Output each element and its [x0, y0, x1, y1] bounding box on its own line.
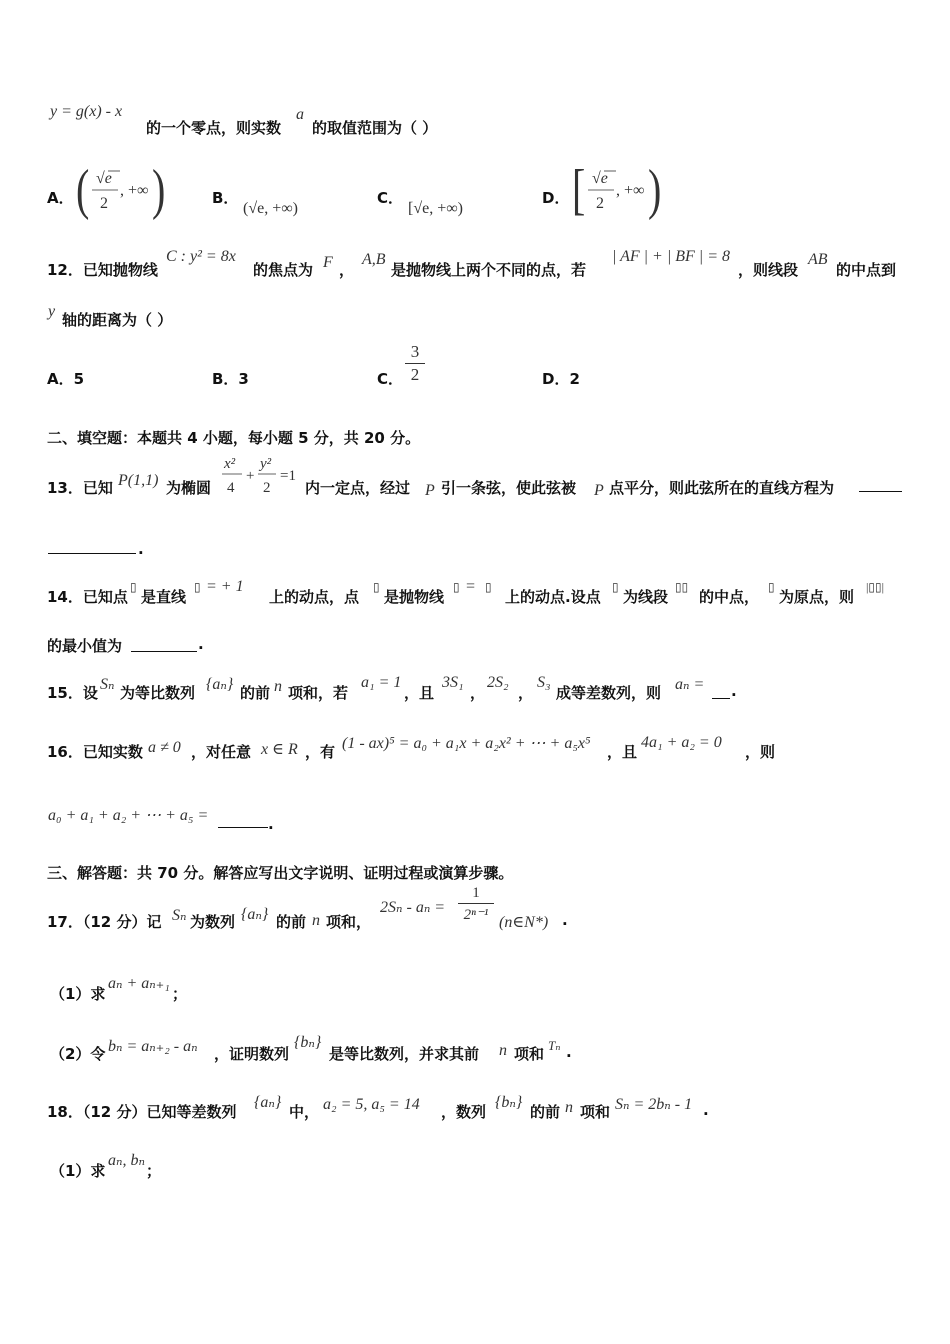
- q14-abs-icon: |▯▯|: [866, 580, 885, 594]
- q14-end: .: [198, 635, 204, 653]
- q16-cond: 4a₁ + a₂ = 0: [641, 734, 722, 751]
- q11-opt-a-lparen: (: [76, 157, 90, 221]
- q14-num: 14．已知点: [47, 588, 128, 606]
- q15-end: .: [731, 682, 737, 700]
- svg-text:√e: √e: [96, 170, 112, 187]
- q11-opt-a-label: A．: [47, 189, 74, 207]
- q12-num: 12．已知抛物线: [47, 261, 158, 279]
- q15-s2: 2S₂: [487, 674, 509, 691]
- q18-p1-label: （1）求: [50, 1162, 106, 1180]
- q12-F: F: [323, 254, 333, 271]
- q18-p1-expr: aₙ, bₙ: [108, 1152, 145, 1169]
- q13-answer-blank-1[interactable]: [859, 490, 902, 492]
- svg-text:+: +: [246, 468, 255, 484]
- q13-ellipse-formula: [218, 452, 304, 502]
- q17-p2-t2: 是等比数列，并求其前: [329, 1045, 480, 1063]
- q18-Sn: Sₙ = 2bₙ - 1: [615, 1096, 693, 1113]
- q11-opt-d-formula: [584, 163, 654, 219]
- section-2-heading: 二、填空题：本题共 4 小题，每小题 5 分，共 20 分。: [47, 429, 421, 447]
- q15-an: {aₙ}: [206, 676, 234, 693]
- q12-t5: 轴的距离为（ ）: [62, 311, 173, 329]
- q17-eq-right: (n∈N*): [499, 914, 549, 931]
- q17-num: 17．（12 分）记: [47, 913, 162, 931]
- q15-answer-blank[interactable]: [712, 697, 730, 699]
- svg-text:2: 2: [100, 195, 108, 212]
- q12-comma: ，: [339, 261, 355, 279]
- q15-t1: 为等比数列: [120, 684, 196, 702]
- q18-p1-end: ；: [146, 1162, 162, 1180]
- q12-t2: 是抛物线上两个不同的点，若: [391, 261, 587, 279]
- q17-p2-expr: bₙ = aₙ₊₂ - aₙ: [108, 1038, 198, 1055]
- q13-num: 13．已知: [47, 479, 113, 497]
- q12-opt-c-frac: [405, 342, 425, 385]
- q14-t5: 为线段: [623, 588, 669, 606]
- q17-p2-t3: 项和: [514, 1045, 545, 1063]
- q17-p1-expr: aₙ + aₙ₊₁: [108, 975, 170, 992]
- q18-vals: a₂ = 5, a₅ = 14: [323, 1096, 420, 1113]
- q14-t2: 上的动点，点: [269, 588, 360, 606]
- q11-opt-d-lbracket: [: [572, 157, 586, 221]
- q17-p1-label: （1）求: [50, 985, 106, 1003]
- svg-text:y²: y²: [260, 456, 272, 472]
- q12-curve: C : y² = 8x: [166, 248, 236, 265]
- q16-end: .: [268, 815, 274, 833]
- q15-comma: ，: [470, 684, 486, 702]
- q15-a1: a₁ = 1: [361, 674, 402, 691]
- q12-cond: | AF | + | BF | = 8: [612, 248, 730, 265]
- q11-opt-b-val: (√e, +∞): [243, 200, 298, 217]
- q12-opt-c-num: 3: [410, 342, 420, 361]
- q15-t3: 项和，若: [288, 684, 349, 702]
- q12-opt-c-den: 2: [410, 365, 420, 384]
- q14-box-icon: ▯: [130, 580, 137, 594]
- q18-t4: 项和: [580, 1103, 611, 1121]
- svg-text:2: 2: [596, 195, 604, 212]
- q17-p2-Tn: Tₙ: [548, 1038, 561, 1053]
- q16-num: 16．已知实数: [47, 743, 143, 761]
- q12-seg: AB: [808, 251, 828, 268]
- q11-expr: y = g(x) - x: [50, 103, 123, 120]
- q16-x: x ∈ R: [261, 741, 298, 758]
- q12-t1: 的焦点为: [253, 261, 314, 279]
- q18-t3: 的前: [530, 1103, 561, 1121]
- q16-t2: ，有: [305, 743, 336, 761]
- q14-t8: 的最小值为: [47, 637, 123, 655]
- svg-text:4: 4: [227, 480, 235, 496]
- q18-an: {aₙ}: [254, 1094, 282, 1111]
- q11-var: a: [296, 106, 304, 123]
- q13-end: .: [138, 540, 144, 558]
- q14-box-icon: ▯: [194, 580, 201, 594]
- q14-box-icon: ▯: [453, 580, 460, 594]
- q13-t1: 为椭圆: [166, 479, 212, 497]
- q11-opt-a-formula: [88, 163, 158, 219]
- q15-t4: ，且: [404, 684, 435, 702]
- q17-p2-t1: ，证明数列: [214, 1045, 290, 1063]
- q17-eq-left: 2Sₙ - aₙ =: [380, 899, 446, 916]
- q18-n: n: [565, 1099, 573, 1116]
- q17-p2-n: n: [499, 1042, 507, 1059]
- q15-t5: 成等差数列，则: [556, 684, 662, 702]
- q14-box-icon: ▯▯: [675, 580, 689, 594]
- q11-opt-d-label: D．: [542, 189, 570, 207]
- svg-text:2: 2: [263, 480, 271, 496]
- q15-comma: ，: [518, 684, 534, 702]
- q17-t3: 项和，: [326, 913, 372, 931]
- svg-text:√e: √e: [592, 170, 608, 187]
- q17-Sn: Sₙ: [172, 907, 187, 924]
- q17-t2: 的前: [276, 913, 307, 931]
- q13-P3: P: [594, 482, 604, 499]
- q16-t4: ，则: [745, 743, 776, 761]
- q15-n: n: [274, 678, 282, 695]
- q11-opt-b-label: B．: [212, 189, 239, 207]
- q14-t4: 上的动点.设点: [505, 588, 601, 606]
- q11-text-a: 的一个零点，则实数: [146, 119, 282, 137]
- q11-opt-d-rparen: ): [648, 157, 662, 221]
- q17-end: .: [562, 911, 568, 929]
- q17-n: n: [312, 912, 320, 929]
- svg-text:, +∞: , +∞: [616, 182, 645, 199]
- q11-opt-c-label: C．: [377, 189, 404, 207]
- q16-answer-blank[interactable]: [218, 826, 268, 828]
- q18-bn: {bₙ}: [495, 1094, 523, 1111]
- q12-opt-c-label: C．: [377, 370, 404, 388]
- q17-p1-end: ；: [172, 985, 188, 1003]
- q17-p2-end: .: [566, 1043, 572, 1061]
- q17-p2-label: （2）令: [50, 1045, 106, 1063]
- q18-num: 18．（12 分）已知等差数列: [47, 1103, 237, 1121]
- q14-t1: 是直线: [141, 588, 187, 606]
- q12-AB: A,B: [362, 251, 386, 268]
- q18-end: .: [703, 1101, 709, 1119]
- q11-text-b: 的取值范围为（ ）: [312, 119, 438, 137]
- q14-line-eq: = + 1: [206, 578, 244, 595]
- q12-y: y: [48, 303, 56, 320]
- q16-a: a ≠ 0: [148, 739, 181, 756]
- q11-opt-a-rparen: ): [152, 157, 166, 221]
- q13-answer-blank-2[interactable]: [48, 552, 136, 554]
- q12-t4: 的中点到: [836, 261, 897, 279]
- q15-num: 15．设: [47, 684, 98, 702]
- q14-box-icon: ▯: [768, 580, 775, 594]
- q17-eq-frac: [458, 885, 494, 924]
- svg-text:=1: =1: [280, 468, 296, 484]
- q15-t2: 的前: [240, 684, 271, 702]
- q15-s3: S₃: [537, 674, 551, 691]
- svg-text:x²: x²: [224, 456, 236, 472]
- svg-text:, +∞: , +∞: [120, 182, 149, 199]
- q15-s1: 3S₁: [442, 674, 464, 691]
- q16-expand: (1 - ax)⁵ = a₀ + a₁x + a₂x² + ⋯ + a₅x⁵: [342, 735, 591, 752]
- q16-sum: a₀ + a₁ + a₂ + ⋯ + a₅ =: [48, 807, 209, 824]
- q13-t4: 点平分，则此弦所在的直线方程为: [609, 479, 835, 497]
- q17-p2-bn: {bₙ}: [294, 1034, 322, 1051]
- q12-opt-d: D．2: [542, 370, 580, 388]
- q14-answer-blank[interactable]: [131, 650, 197, 652]
- q13-P2: P: [425, 482, 435, 499]
- q14-t3: 是抛物线: [384, 588, 445, 606]
- q15-Sn: Sₙ: [100, 676, 115, 693]
- q17-t1: 为数列: [190, 913, 236, 931]
- q13-t3: 引一条弦，使此弦被: [441, 479, 577, 497]
- section-3-heading: 三、解答题：共 70 分。解答应写出文字说明、证明过程或演算步骤。: [47, 864, 514, 882]
- q12-opt-b: B．3: [212, 370, 249, 388]
- q18-t1: 中，: [289, 1103, 320, 1121]
- q14-para: =: [465, 578, 476, 595]
- q15-ans: aₙ =: [675, 676, 705, 693]
- q13-t2: 内一定点，经过: [305, 479, 411, 497]
- q14-t6: 的中点，: [699, 588, 760, 606]
- q17-eq-num: 1: [472, 885, 480, 901]
- q12-t3: ，则线段: [738, 261, 799, 279]
- q14-t7: 为原点，则: [779, 588, 855, 606]
- q14-box-icon: ▯: [373, 580, 380, 594]
- q13-P: P(1,1): [118, 472, 159, 489]
- q16-t3: ，且: [607, 743, 638, 761]
- q18-t2: ，数列: [441, 1103, 487, 1121]
- q17-eq-den: 2ⁿ⁻¹: [463, 907, 489, 923]
- q12-opt-a: A．5: [47, 370, 85, 388]
- q11-opt-c-val: [√e, +∞): [408, 200, 463, 217]
- q14-box-icon: ▯: [485, 580, 492, 594]
- q17-an: {aₙ}: [241, 906, 269, 923]
- q16-t1: ，对任意: [191, 743, 252, 761]
- q14-box-icon: ▯: [612, 580, 619, 594]
